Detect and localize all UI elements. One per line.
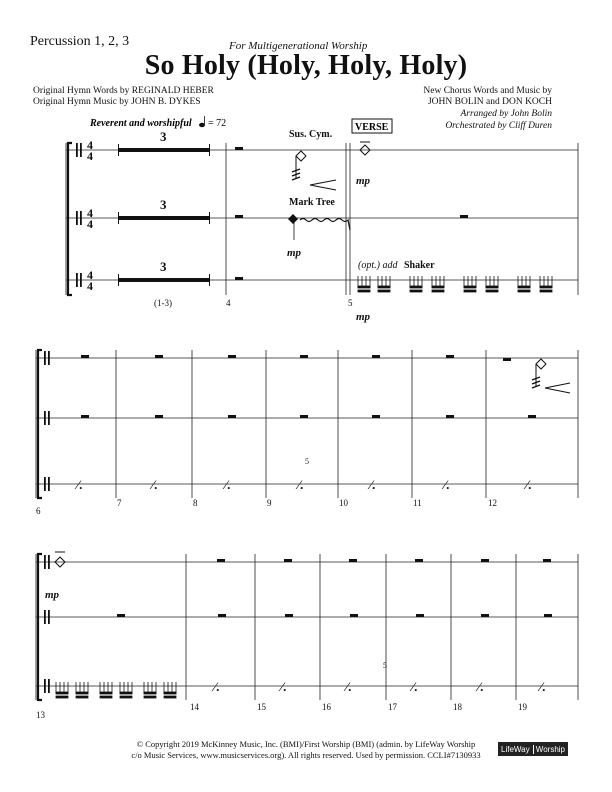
time-sig-bottom: 4 — [87, 149, 93, 163]
arranger-credit: Arranged by John Bolin — [460, 109, 552, 119]
rehearsal-mark: VERSE — [355, 122, 389, 133]
svg-text:∕.: ∕. — [346, 679, 352, 694]
hymn-music-credit: Original Hymn Music by JOHN B. DYKES — [33, 97, 201, 107]
svg-text:∕.: ∕. — [412, 679, 418, 694]
time-sig-bottom: 4 — [87, 279, 93, 293]
measure-number: 13 — [36, 710, 45, 720]
instrument-sus-cym: Sus. Cym. — [289, 129, 333, 140]
instrument-mark-tree: Mark Tree — [289, 197, 335, 208]
subtitle: For Multigenerational Worship — [229, 40, 368, 52]
svg-text:∕.: ∕. — [214, 679, 220, 694]
dynamic-mp: mp — [45, 589, 60, 601]
measure-number: 17 — [388, 702, 397, 712]
measure-number: 18 — [453, 702, 462, 712]
publisher-logo — [498, 742, 568, 756]
chorus-authors: JOHN BOLIN and DON KOCH — [427, 97, 552, 107]
dynamic-mp: mp — [356, 311, 371, 323]
tempo-marking: Reverent and worshipful — [90, 118, 192, 129]
instrument-shaker: Shaker — [404, 260, 435, 271]
measure-number: 4 — [226, 298, 231, 308]
time-sig-top: 4 — [87, 268, 93, 282]
multirest-count: 3 — [160, 197, 167, 212]
svg-text:∕.: ∕. — [526, 477, 532, 492]
svg-text:∕.: ∕. — [152, 477, 158, 492]
measure-number: (1-3) — [154, 298, 172, 308]
measure-number: 6 — [36, 506, 41, 516]
repeat-count: 5 — [383, 661, 387, 670]
logo-right: Worship — [535, 744, 565, 754]
measure-number: 14 — [190, 702, 199, 712]
tempo-value: = 72 — [208, 118, 227, 129]
repeat-count: 5 — [305, 457, 309, 466]
measure-number: 11 — [413, 498, 422, 508]
hymn-words-credit: Original Hymn Words by REGINALD HEBER — [33, 86, 214, 96]
orchestrator-credit: Orchestrated by Cliff Duren — [445, 121, 552, 131]
svg-text:∕.: ∕. — [281, 679, 287, 694]
dynamic-mp: mp — [356, 175, 371, 187]
svg-text:∕.: ∕. — [540, 679, 546, 694]
measure-number: 9 — [267, 498, 272, 508]
svg-text:∕.: ∕. — [444, 477, 450, 492]
measure-number: 8 — [193, 498, 198, 508]
measure-number: 16 — [322, 702, 331, 712]
part-name: Percussion 1, 2, 3 — [30, 34, 130, 49]
logo-left: LifeWay — [501, 744, 530, 754]
shaker-optional: (opt.) add — [358, 260, 398, 271]
svg-text:∕.: ∕. — [298, 477, 304, 492]
measure-number: 19 — [518, 702, 527, 712]
measure-number: 15 — [257, 702, 266, 712]
measure-number: 12 — [488, 498, 497, 508]
measure-number: 7 — [117, 498, 122, 508]
multirest-count: 3 — [160, 129, 167, 144]
svg-text:∕.: ∕. — [370, 477, 376, 492]
chorus-credit: New Chorus Words and Music by — [423, 86, 552, 96]
time-sig-top: 4 — [87, 138, 93, 152]
svg-text:∕.: ∕. — [77, 477, 83, 492]
measure-number: 10 — [339, 498, 348, 508]
copyright-line-2: c/o Music Services, www.musicservices.org). All rights reserved. Used by permission. CCLI#7130933 — [131, 750, 481, 760]
svg-text:∕.: ∕. — [225, 477, 231, 492]
measure-number: 5 — [348, 298, 353, 308]
time-sig-top: 4 — [87, 206, 93, 220]
song-title: So Holy (Holy, Holy, Holy) — [144, 50, 468, 81]
copyright-line-1: © Copyright 2019 McKinney Music, Inc. (BMI)/First Worship (BMI) (admin. by LifeWay Worship — [136, 739, 476, 749]
multirest-count: 3 — [160, 259, 167, 274]
dynamic-mp: mp — [287, 247, 302, 259]
svg-text:∕.: ∕. — [478, 679, 484, 694]
time-sig-bottom: 4 — [87, 217, 93, 231]
